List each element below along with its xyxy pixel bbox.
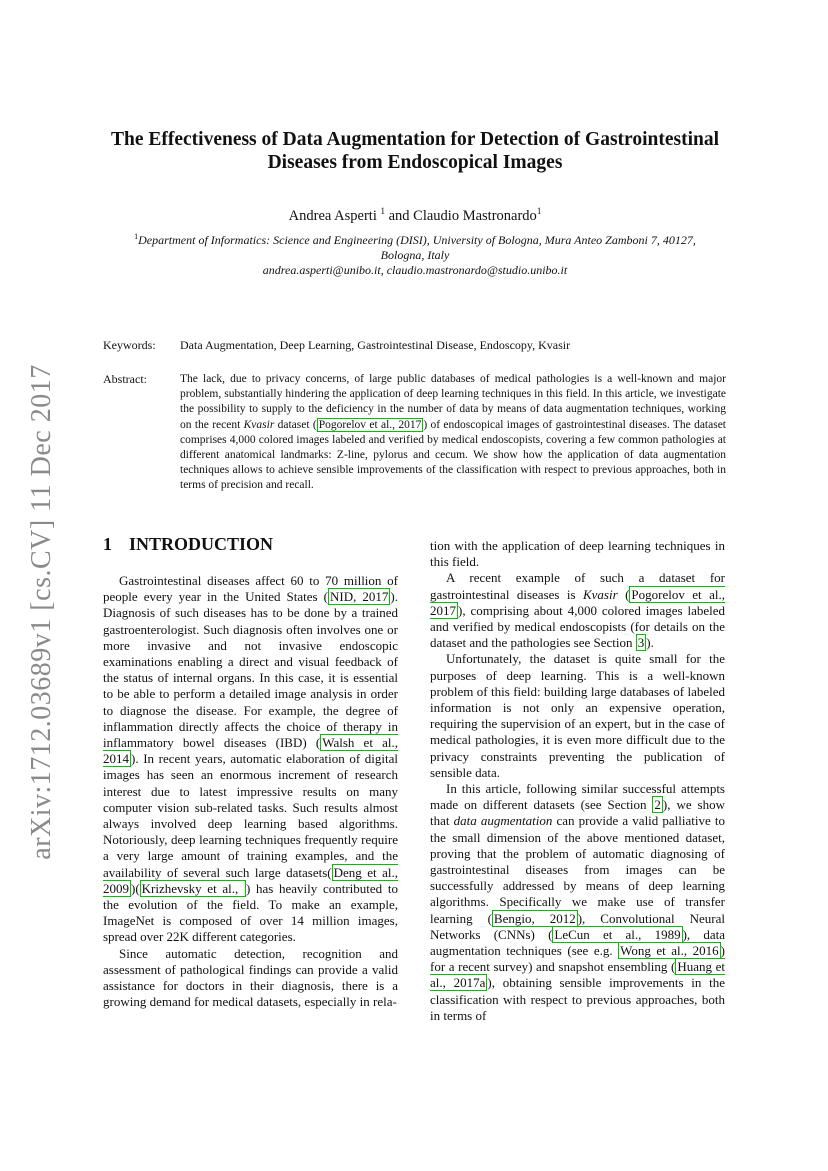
text-run: , Convolutional Neural Networks (CNNs) — [430, 910, 725, 942]
citation-link[interactable]: Walsh et al., 2014 — [103, 735, 398, 767]
title-line-2: Diseases from Endoscopical Images — [267, 152, 563, 173]
author-1-affil: 1 — [380, 206, 385, 216]
emphasis: data augmentation — [453, 813, 553, 829]
paragraph: Since automatic detection, recognition and assessment of pathological findings can provide a valid assistance for doctors in their diagnosis, there is a growing demand for medical datasets, especially in rela- — [103, 945, 398, 1010]
text-run: ). — [646, 635, 654, 651]
text-run: . In recent years, automatic elaboration of digital images has seen an enormous increment of research interest due to latest impressive results on many computer vision sub-related tasks. Such results almost always involved deep learning based algorithms. Notoriously, deep learning techniques frequently require a very large amount of training examples, and the availability of several such large datasets — [103, 751, 398, 880]
paragraph: Gastrointestinal diseases affect 60 to 70 million of people every year in the United States ( NID, 2017 ). Diagnosis of such diseases has to be done by a trained gastroenterologist. Such diagnosis often involves one or more invasive and not invasive endoscopic examinations enabling a direct and visual feedback of the status of internal organs. In this case, it is essential to be able to perform a detailed image analysis in order to diagnose the disease. For example, the degree of inflammation directly affects the choice of therapy in inflammatory bowel diseases (IBD) ( Walsh et al., 2014 ). In recent years, automatic elaboration of digital images has seen an enormous increment of research interest due to latest impressive results on many computer vision sub-related tasks. Such results almost always involved deep learning based algorithms. Notoriously, deep learning techniques frequently require a very large amount of training examples, and the availability of several such large datasets( Deng et al., 2009 )( Krizhevsky et al., ) has heavily contributed to the evolution of the field. To make an example, ImageNet is composed of over 14 million images, spread over 22K different categories. — [103, 573, 398, 945]
paragraph: A recent example of such a dataset for gastrointestinal diseases is Kvasir ( Pogorelov et al., 2017 ), comprising about 4,000 colored images labeled and verified by medical endoscopists (for details on the dataset and the pathologies see Section 3 ). — [430, 570, 725, 651]
text-run: can provide a valid palliative to the small dimension of the above mentioned dataset, proving that the problem of automatic diagnosing of gastrointestinal diseases from images can be successfully addressed by means of deep learning algorithms. Specifically we make use of transfer learning — [430, 813, 725, 926]
paragraph: Unfortunately, the dataset is quite small for the purposes of deep learning. This is a well-known problem of this field: building large databases of labeled information is not only an expensive operation, requiring the supervision of an expert, but in the case of medical pathologies, it is even more difficult due to the privacy constraints preventing the publication of sensible data. — [430, 651, 725, 780]
citation-link[interactable]: NID, 2017 — [330, 589, 389, 605]
text-run: ), we show that — [430, 797, 725, 829]
kvasir-term: Kvasir — [582, 586, 618, 602]
affil-line-1: Department of Informatics: Science and Engineering (DISI), University of Bologna, Mura Anteo Zamboni 7, 40127, — [138, 233, 696, 247]
citation-link[interactable]: Bengio, 2012 — [493, 910, 576, 926]
arxiv-stamp-text: arXiv:1712.03689v1 [cs.CV] 11 Dec 2017 — [26, 364, 57, 860]
citation-link[interactable]: Pogorelov et al., 2017 — [318, 418, 422, 431]
text-run: . Diagnosis of such diseases has to be done by a trained gastroenterologist. Such diagnosis often involves one or more invasive and not invasive endoscopic examinations enabling a direct and visual feedback of the status of internal organs. In this case, it is essential to be able to perform a detailed image analysis in order to diagnose the disease. For example, the degree of inflammation directly affects the choice of therapy in inflammatory bowel diseases (IBD) — [103, 589, 398, 751]
section-title: INTRODUCTION — [129, 534, 274, 554]
text-run: Gastrointestinal diseases affect 60 to 70 million of people every year in the United States — [103, 573, 398, 605]
paragraph: In this article, following similar successful attempts made on different datasets (see Section 2 ), we show that data augmentation can provide a valid palliative to the small dimension of the above mentioned dataset, proving that the problem of automatic diagnosing of gastrointestinal diseases from images can be successfully addressed by means of deep learning algorithms. Specifically we make use of transfer learning ( Bengio, 2012 ), Convolutional Neural Networks (CNNs) ( LeCun et al., 1989 ), data augmentation techniques (see e.g. Wong et al., 2016 ) for a recent survey) and snapshot ensembling ( Huang et al., 2017a ), obtaining sensible improvements in the classification with respect to previous approaches, both in terms of — [430, 781, 725, 1023]
section-number: 1 — [103, 534, 112, 554]
arxiv-stamp — [22, 362, 62, 862]
title-line-1: The Effectiveness of Data Augmentation for Detection of Gastrointestinal — [110, 129, 720, 150]
author-2-affil: 1 — [536, 206, 542, 216]
section-ref-link[interactable]: 3 — [637, 635, 645, 651]
abstract-kvasir: Kvasir — [243, 418, 275, 431]
text-run: for a recent survey) and snapshot ensembling — [430, 959, 672, 975]
author-2: and Claudio Mastronardo — [384, 207, 537, 224]
section-heading — [103, 534, 273, 555]
abstract-part: The lack, due to privacy concerns, of large public databases of medical pathologies is a well-known and major problem, substantially hindering the application of deep learning techniques in this field. In this article, we investigate the possibility to supply to the deficiency in the number of data by means of data augmentation techniques, working on the recent — [180, 373, 726, 431]
text-run: , data augmentation techniques (see e.g. — [430, 926, 725, 959]
keywords-label: Keywords: — [103, 338, 156, 352]
affil-emails: andrea.asperti@unibo.it, claudio.mastronardo@studio.unibo.it — [262, 263, 568, 277]
citation-link[interactable]: Deng et al., 2009 — [103, 864, 398, 896]
citation-link[interactable]: Pogorelov et al., 2017 — [430, 586, 725, 618]
affil-marker: 1 — [134, 232, 139, 241]
citation-link[interactable]: Krizhevsky et al., — [141, 880, 244, 896]
left-column — [103, 573, 398, 1010]
section-ref-link[interactable]: 2 — [654, 797, 661, 813]
citation-link[interactable]: LeCun et al., 1989 — [554, 926, 681, 942]
paragraph: tion with the application of deep learning techniques in this field. — [430, 538, 725, 570]
affil-line-2: Bologna, Italy — [380, 248, 450, 262]
affiliation — [100, 229, 730, 278]
text-run: , comprising about 4,000 colored images labeled and verified by medical endoscopists (for details on the dataset and the pathologies see Section — [430, 602, 725, 651]
text-run: has heavily contributed to the evolution of the field. To make an example, ImageNet is composed of over 14 million images, spread over 22K different categories. — [103, 880, 398, 945]
citation-link[interactable]: Huang et al., 2017a — [430, 959, 725, 991]
citation-link[interactable]: Wong et al., 2016 — [620, 943, 719, 959]
abstract-part: dataset — [274, 418, 313, 431]
paper-title — [95, 128, 735, 174]
text-run: In this article, following similar successful attempts made on different datasets (see Section — [430, 781, 725, 813]
right-column — [430, 538, 725, 1024]
author-1: Andrea Asperti — [288, 207, 377, 224]
keywords-text: Data Augmentation, Deep Learning, Gastrointestinal Disease, Endoscopy, Kvasir — [180, 338, 571, 352]
abstract-label: Abstract: — [103, 372, 147, 386]
authors — [95, 206, 735, 225]
text-run: A recent example of such a dataset for gastrointestinal diseases is — [430, 570, 725, 602]
abstract-text: The lack, due to privacy concerns, of large public databases of medical pathologies is a well-known and major problem, substantially hindering the application of deep learning techniques in this field. In this article, we investigate the possibility to supply to the deficiency in the number of data by means of data augmentation techniques, working on the recent Kvasir dataset ( Pogorelov et al., 2017 ) of endoscopical images of gastrointestinal diseases. The dataset comprises 4,000 colored images labeled and verified by medical endoscopists, covering a few common pathologies at different anatomical landmarks: Z-line, pylorus and cecum. We show how the application of data augmentation techniques allows to achieve sensible improvements of the classification with respect to previous approaches, both in terms of precision and recall. — [180, 373, 726, 492]
text-run: , obtaining sensible improvements in the classification with respect to previous approaches, both in terms of — [430, 975, 725, 1023]
abstract-part: of endoscopical images of gastrointestinal diseases. The dataset comprises 4,000 colored images labeled and verified by medical endoscopists, covering a few common pathologies at different anatomical landmarks: Z-line, pylorus and cecum. We show how the application of data augmentation techniques allows to achieve sensible improvements of the classification with respect to previous approaches, both in terms of precision and recall. — [180, 418, 726, 492]
